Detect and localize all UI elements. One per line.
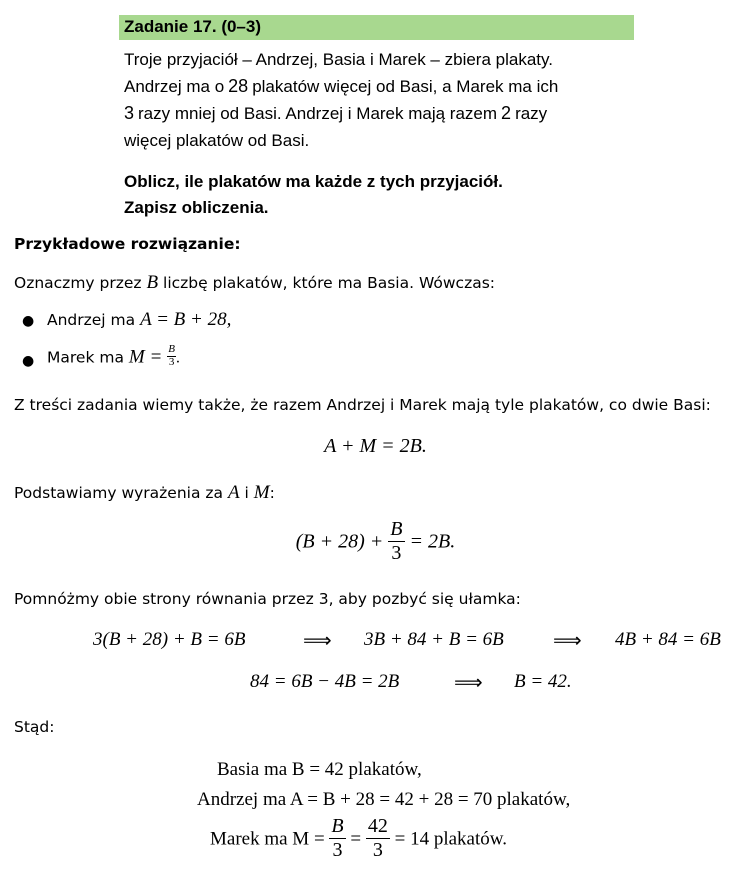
fraction-numerator: B [390, 518, 403, 540]
bullet-text: Andrzej ma [47, 311, 136, 329]
bullet-dot: ● [22, 353, 35, 369]
task-text: plakatów więcej od Basi, a Marek ma ich [252, 77, 559, 96]
eq2-lhs: (B + 28) + [295, 530, 384, 553]
substitute-text: Podstawiamy wyrażenia za [14, 484, 224, 502]
marek-rhs: = 14 plakatów. [394, 828, 507, 850]
equation-step-2: 3B + 84 + B = 6B [364, 629, 504, 650]
eq2-rhs: = 2B. [409, 530, 456, 553]
equation-sum: A + M = 2B. [324, 435, 427, 457]
fraction-b-over-3 [329, 815, 345, 861]
denote-text-2: liczbę plakatów, które ma Basia. Wówczas: [163, 274, 495, 292]
colon: : [269, 484, 275, 502]
task-text: Troje przyjaciół – Andrzej, Basia i Marek – zbiera plakaty. [124, 50, 553, 69]
task-statement [124, 46, 684, 154]
denote-text: Oznaczmy przez [14, 274, 142, 292]
task-line-4 [124, 127, 684, 154]
fraction-denominator: 3 [168, 356, 175, 368]
task-line-1 [124, 46, 684, 73]
fraction-denominator: 3 [372, 839, 383, 861]
equation-substituted [0, 520, 751, 566]
task-number: 2 [501, 103, 512, 123]
fraction-b-over-3 [388, 518, 404, 564]
marek-lhs: Marek ma M = [210, 828, 325, 850]
implies-arrow: ⟹ [303, 630, 331, 652]
equation-result-b: B = 42. [514, 671, 572, 692]
equation-step-4: 84 = 6B − 4B = 2B [250, 671, 400, 692]
denote-line [14, 272, 495, 294]
task-number: 3 [124, 103, 135, 123]
bullet-andrzej [47, 309, 231, 331]
task-text: więcej plakatów od Basi. [124, 131, 310, 150]
result-basia: Basia ma B = 42 plakatów, [217, 759, 422, 780]
task-text: razy mniej od Basi. Andrzej i Marek mają razem [138, 104, 498, 123]
fact-line: Z treści zadania wiemy także, że razem Andrzej i Marek mają tyle plakatów, co dwie Basi: [14, 396, 711, 414]
task-text: razy [515, 104, 548, 123]
fraction-numerator: B [168, 343, 175, 355]
task-command [124, 169, 684, 221]
command-line-2: Zapisz obliczenia. [124, 198, 269, 217]
task-number: 28 [228, 76, 249, 96]
fraction-numerator: B [331, 815, 344, 837]
multiply-line: Pomnóżmy obie strony równania przez 3, aby pozbyć się ułamka: [14, 590, 521, 608]
bullet-marek [47, 343, 180, 370]
bullet-text: Marek ma [47, 348, 124, 367]
equals-sign: = [350, 828, 362, 850]
substitute-line [14, 482, 275, 504]
equation-step-1: 3(B + 28) + B = 6B [93, 629, 246, 650]
result-andrzej: Andrzej ma A = B + 28 = 42 + 28 = 70 plakatów, [197, 789, 571, 810]
bullet-dot: ● [22, 313, 35, 329]
math-var-b: B [146, 272, 159, 293]
task-header [119, 15, 634, 40]
math-andrzej: A = B + 28, [140, 309, 232, 330]
fraction-numerator: 42 [367, 815, 388, 837]
hence-label: Stąd: [14, 718, 55, 736]
task-line-3 [124, 100, 684, 127]
task-text: Andrzej ma o [124, 77, 225, 96]
fraction-denominator: 3 [391, 542, 402, 564]
result-marek [210, 817, 507, 863]
conjunction: i [244, 484, 249, 502]
solution-heading: Przykładowe rozwiązanie: [14, 235, 241, 253]
task-line-2 [124, 73, 684, 100]
implies-arrow: ⟹ [454, 672, 482, 694]
fraction-42-over-3 [366, 815, 390, 861]
math-var-a: A [227, 482, 240, 503]
command-line-1: Oblicz, ile plakatów ma każde z tych przyjaciół. [124, 172, 503, 191]
fraction-denominator: 3 [332, 839, 343, 861]
implies-arrow: ⟹ [553, 630, 581, 652]
task-title: Zadanie 17. (0–3) [124, 17, 262, 36]
equation-step-3: 4B + 84 = 6B [615, 629, 721, 650]
fraction-b-over-3 [167, 344, 176, 368]
math-marek-lhs: M = [128, 346, 163, 368]
math-var-m: M [253, 482, 270, 503]
period: . [175, 349, 180, 367]
